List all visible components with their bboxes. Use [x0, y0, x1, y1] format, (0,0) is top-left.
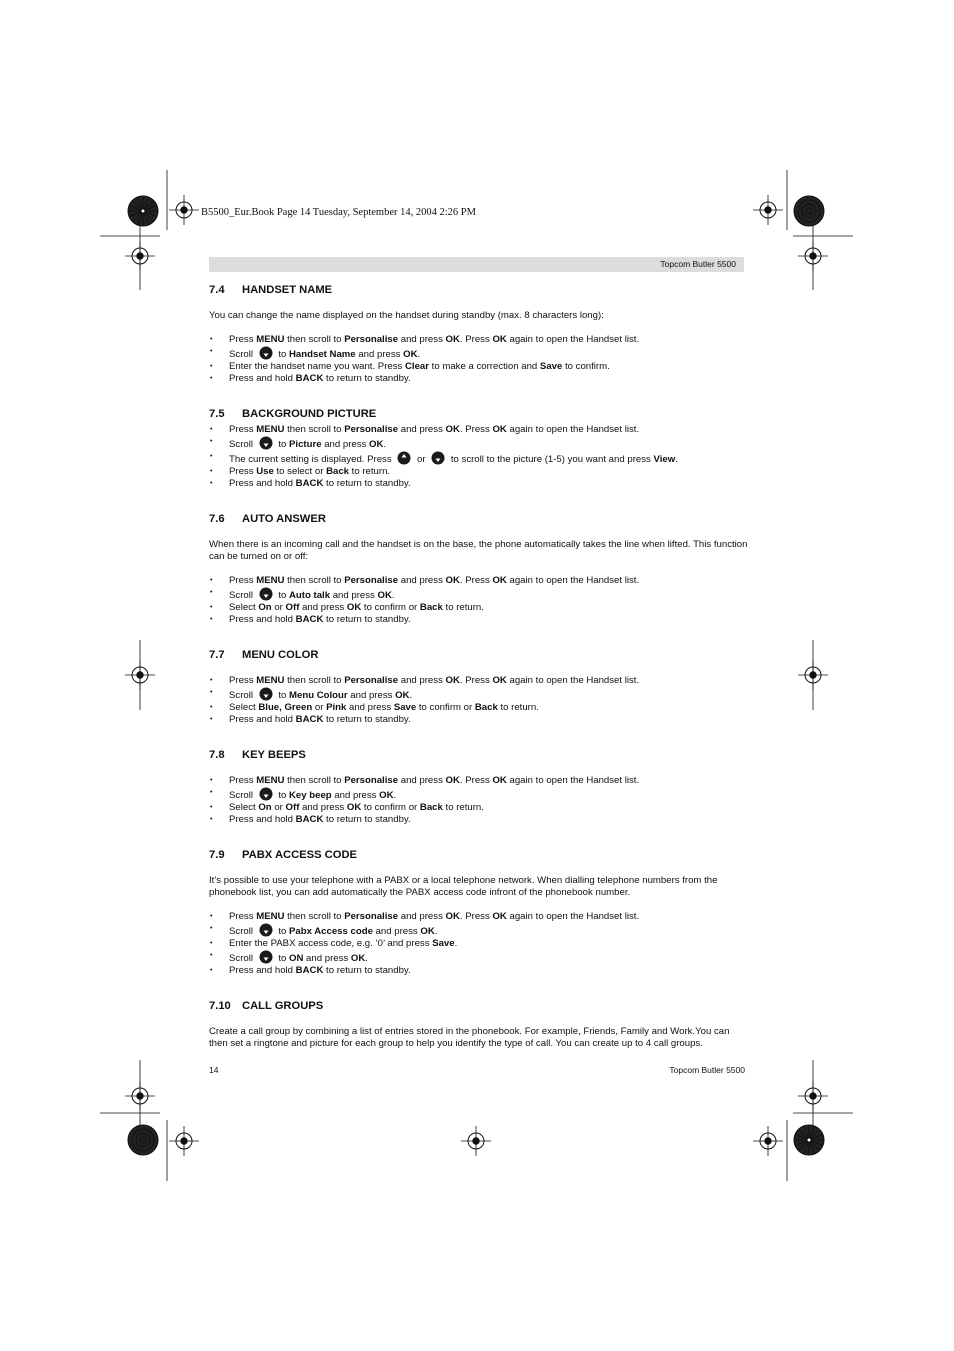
- section-heading: [209, 748, 749, 762]
- section-heading: [209, 283, 749, 297]
- section-title: BACKGROUND PICTURE: [242, 408, 377, 420]
- key-term: OK: [445, 424, 460, 435]
- key-term: OK: [445, 911, 460, 922]
- step-list: [209, 775, 749, 826]
- key-term: OK: [420, 926, 435, 937]
- key-term: Picture: [289, 439, 322, 450]
- key-term: Back: [474, 702, 498, 713]
- section-number: 7.8: [209, 749, 225, 761]
- section-7-10: [209, 999, 749, 1050]
- section-title: MENU COLOR: [242, 649, 319, 661]
- key-term: Save: [539, 361, 563, 372]
- section-intro: You can change the name displayed on the handset during standby (max. 8 characters long):: [209, 310, 604, 321]
- key-term: OK: [445, 775, 460, 786]
- key-term: MENU: [256, 334, 285, 345]
- section-heading: [209, 999, 749, 1013]
- section-title: PABX ACCESS CODE: [242, 849, 357, 861]
- step-list: [209, 675, 749, 726]
- registration-mark-icon: [169, 1126, 199, 1156]
- step-list: [209, 575, 749, 626]
- registration-mark-icon: [169, 195, 199, 225]
- key-term: MENU: [256, 575, 285, 586]
- step-list: [209, 424, 749, 490]
- scroll-key-icon: [259, 587, 273, 601]
- scroll-key-icon: [259, 687, 273, 701]
- key-term: BACK: [295, 478, 324, 489]
- key-term: OK: [346, 602, 362, 613]
- key-term: Pink: [326, 702, 347, 713]
- scroll-key-icon: [259, 346, 273, 360]
- list-item: • Scroll to Handset Name and press OK.: [209, 346, 749, 361]
- key-term: OK: [445, 334, 460, 345]
- key-term: OK: [445, 675, 460, 686]
- scroll-key-icon: [259, 923, 273, 937]
- starburst-target-icon: [128, 1125, 158, 1155]
- key-term: OK: [379, 790, 394, 801]
- section-7-7: [209, 648, 749, 726]
- list-item: • Scroll to Key beep and press OK.: [209, 787, 749, 802]
- section-heading: [209, 648, 749, 662]
- key-term: MENU: [256, 675, 285, 686]
- key-term: MENU: [256, 911, 285, 922]
- key-term: Use: [256, 466, 274, 477]
- list-item: • Select Blue, Green or Pink and press Save to confirm or Back to return.: [209, 702, 749, 714]
- key-term: Personalise: [344, 334, 399, 345]
- list-item: • Scroll to Auto talk and press OK.: [209, 587, 749, 602]
- registration-mark-icon: [753, 195, 783, 225]
- section-title: KEY BEEPS: [242, 749, 306, 761]
- list-item: • Press MENU then scroll to Personalise and press OK. Press OK again to open the Handset list.: [209, 911, 749, 923]
- key-term: Personalise: [344, 675, 399, 686]
- section-number: 7.5: [209, 408, 225, 420]
- starburst-target-icon: [794, 196, 824, 226]
- section-heading: [209, 512, 749, 526]
- section-intro: When there is an incoming call and the handset is on the base, the phone automatically takes the line when lifted. This function can be turned on or off:: [209, 539, 748, 562]
- registration-mark-icon: [125, 660, 155, 690]
- key-term: OK: [492, 775, 507, 786]
- registration-mark-icon: [753, 1126, 783, 1156]
- key-term: BACK: [295, 714, 324, 725]
- key-term: Pabx Access code: [289, 926, 373, 937]
- list-item: • Select On or Off and press OK to confirm or Back to return.: [209, 802, 749, 814]
- key-term: Handset Name: [289, 349, 356, 360]
- list-item: • Press MENU then scroll to Personalise and press OK. Press OK again to open the Handset list.: [209, 424, 749, 436]
- header-brand: Topcom Butler 5500: [660, 259, 736, 269]
- key-term: Off: [285, 802, 300, 813]
- key-term: Back: [419, 802, 443, 813]
- key-term: OK: [350, 953, 366, 964]
- scroll-key-icon: [397, 451, 411, 465]
- key-term: Personalise: [344, 424, 399, 435]
- section-title: CALL GROUPS: [242, 1000, 324, 1012]
- list-item: • Enter the handset name you want. Press Clear to make a correction and Save to confirm.: [209, 361, 749, 373]
- page-number: 14: [209, 1065, 219, 1075]
- key-term: OK: [492, 334, 507, 345]
- key-term: Key beep: [289, 790, 332, 801]
- section-number: 7.7: [209, 649, 225, 661]
- list-item: • Press MENU then scroll to Personalise and press OK. Press OK again to open the Handset list.: [209, 334, 749, 346]
- list-item: • Press Use to select or Back to return.: [209, 466, 749, 478]
- key-term: Back: [326, 466, 350, 477]
- key-term: BACK: [295, 814, 324, 825]
- registration-mark-icon: [461, 1126, 491, 1156]
- registration-mark-icon: [798, 241, 828, 271]
- list-item: • The current setting is displayed. Press or to scroll to the picture (1-5) you want and press View.: [209, 451, 749, 466]
- section-title: HANDSET NAME: [242, 284, 333, 296]
- registration-mark-icon: [125, 1081, 155, 1111]
- key-term: OK: [445, 575, 460, 586]
- key-term: OK: [377, 590, 392, 601]
- key-term: View: [653, 454, 676, 465]
- key-term: Back: [419, 602, 443, 613]
- key-term: OK: [492, 675, 507, 686]
- key-term: Personalise: [344, 575, 399, 586]
- registration-mark-icon: [798, 660, 828, 690]
- key-term: OK: [492, 575, 507, 586]
- list-item: • Press and hold BACK to return to standby.: [209, 714, 749, 726]
- section-intro: Create a call group by combining a list of entries stored in the phonebook. For example, Friends, Family and Work.You can then set a ringtone and picture for each group to help you identify the type of call. You can create up to 4 call groups.: [209, 1026, 730, 1049]
- key-term: Personalise: [344, 911, 399, 922]
- key-term: OK: [492, 424, 507, 435]
- section-7-5: [209, 407, 749, 490]
- key-term: MENU: [256, 775, 285, 786]
- key-term: OK: [346, 802, 362, 813]
- section-number: 7.4: [209, 284, 225, 296]
- print-info-line: B5500_Eur.Book Page 14 Tuesday, September 14, 2004 2:26 PM: [201, 207, 476, 218]
- step-list: [209, 911, 749, 977]
- key-term: Menu Colour: [289, 690, 348, 701]
- list-item: • Press MENU then scroll to Personalise and press OK. Press OK again to open the Handset list.: [209, 775, 749, 787]
- scroll-key-icon: [259, 950, 273, 964]
- list-item: • Press and hold BACK to return to standby.: [209, 814, 749, 826]
- key-term: Blue, Green: [258, 702, 313, 713]
- section-7-8: [209, 748, 749, 826]
- list-item: • Press MENU then scroll to Personalise and press OK. Press OK again to open the Handset list.: [209, 575, 749, 587]
- list-item: • Press MENU then scroll to Personalise and press OK. Press OK again to open the Handset list.: [209, 675, 749, 687]
- list-item: • Enter the PABX access code, e.g. ‘0’ and press Save.: [209, 938, 749, 950]
- section-number: 7.9: [209, 849, 225, 861]
- scroll-key-icon: [259, 787, 273, 801]
- registration-mark-icon: [798, 1081, 828, 1111]
- registration-mark-icon: [125, 241, 155, 271]
- key-term: OK: [369, 439, 384, 450]
- key-term: OK: [492, 911, 507, 922]
- scroll-key-icon: [259, 436, 273, 450]
- key-term: BACK: [295, 614, 324, 625]
- key-term: OK: [395, 690, 410, 701]
- key-term: On: [258, 602, 272, 613]
- section-number: 7.6: [209, 513, 225, 525]
- list-item: • Scroll to ON and press OK.: [209, 950, 749, 965]
- section-7-4: [209, 283, 749, 385]
- starburst-target-icon: [128, 196, 158, 226]
- section-number: 7.10: [209, 1000, 231, 1012]
- scroll-key-icon: [431, 451, 445, 465]
- key-term: Auto talk: [289, 590, 331, 601]
- list-item: • Press and hold BACK to return to standby.: [209, 373, 749, 385]
- list-item: • Press and hold BACK to return to standby.: [209, 614, 749, 626]
- key-term: BACK: [295, 965, 324, 976]
- list-item: • Scroll to Picture and press OK.: [209, 436, 749, 451]
- footer-brand: Topcom Butler 5500: [669, 1065, 745, 1075]
- section-heading: [209, 848, 749, 862]
- list-item: • Scroll to Menu Colour and press OK.: [209, 687, 749, 702]
- key-term: Save: [432, 938, 455, 949]
- key-term: ON: [289, 953, 304, 964]
- list-item: • Press and hold BACK to return to standby.: [209, 478, 749, 490]
- key-term: BACK: [295, 373, 324, 384]
- key-term: Off: [285, 602, 300, 613]
- key-term: On: [258, 802, 272, 813]
- key-term: MENU: [256, 424, 285, 435]
- key-term: Personalise: [344, 775, 399, 786]
- section-7-6: [209, 512, 749, 626]
- list-item: • Press and hold BACK to return to standby.: [209, 965, 749, 977]
- key-term: Save: [393, 702, 417, 713]
- section-heading: [209, 407, 749, 421]
- list-item: • Select On or Off and press OK to confirm or Back to return.: [209, 602, 749, 614]
- key-term: OK: [403, 349, 418, 360]
- section-7-9: [209, 848, 749, 977]
- header-band: [209, 257, 744, 272]
- key-term: Clear: [405, 361, 429, 372]
- section-intro: It’s possible to use your telephone with a PABX or a local telephone network. When dialling telephone numbers from the phonebook list, you can add automatically the PABX access code infront of the phonebook number.: [209, 875, 718, 898]
- step-list: [209, 334, 749, 385]
- section-title: AUTO ANSWER: [242, 513, 326, 525]
- list-item: • Scroll to Pabx Access code and press OK.: [209, 923, 749, 938]
- starburst-target-icon: [794, 1125, 824, 1155]
- manual-content: [209, 283, 749, 1050]
